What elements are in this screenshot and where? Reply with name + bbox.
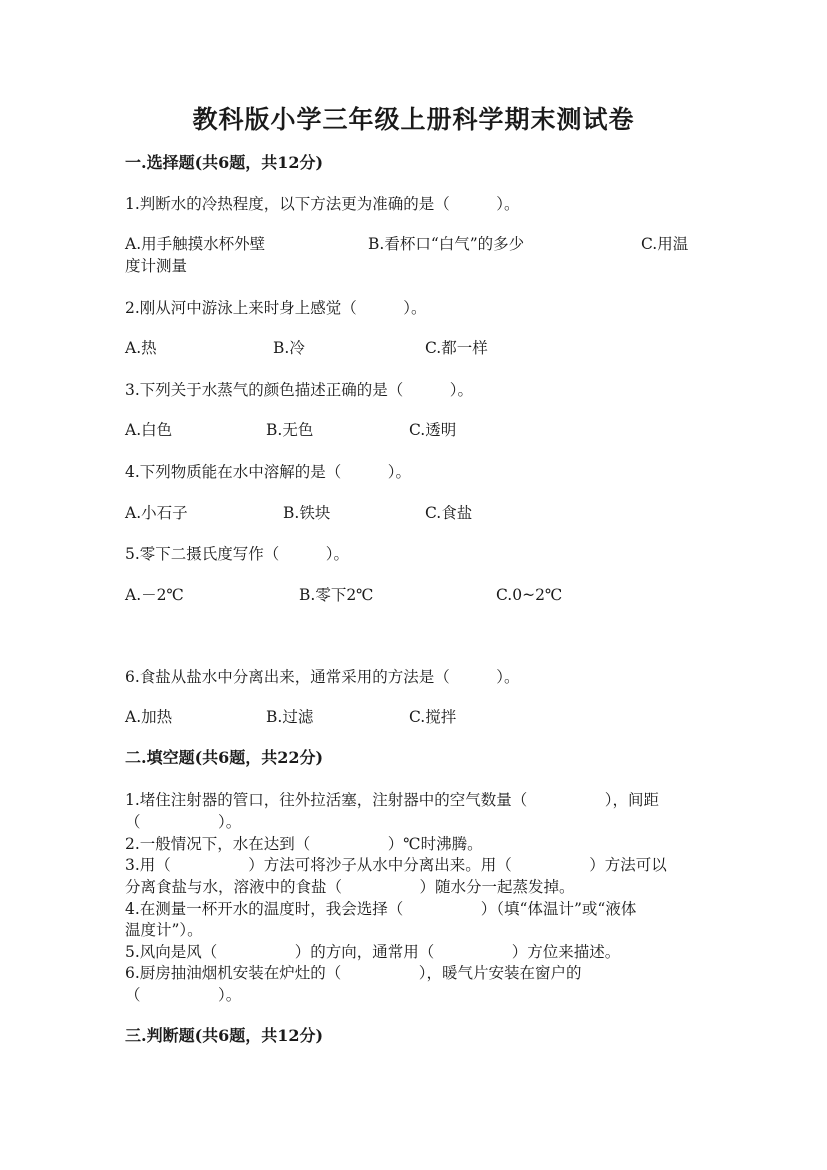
fill-line: 3.用（ ）方法可将沙子从水中分离出来。用（ ）方法可以 — [125, 856, 667, 874]
question-stem: 2.刚从河中游泳上来时身上感觉（ ）。 — [125, 299, 427, 317]
option-a: A.用手触摸水杯外壁 — [125, 235, 266, 253]
option-b: B.零下2℃ — [299, 586, 374, 604]
section-heading-fill: 二.填空题(共6题，共22分) — [125, 748, 324, 767]
option-c-continued: 度计测量 — [125, 257, 188, 275]
fill-line: 1.堵住注射器的管口，往外拉活塞，注射器中的空气数量（ ），间距 — [125, 791, 660, 809]
section-heading-judge: 三.判断题(共6题，共12分) — [125, 1026, 324, 1045]
option-b: B.冷 — [273, 339, 305, 357]
option-b: B.过滤 — [266, 708, 314, 726]
fill-line: 分离食盐与水，溶液中的食盐（ ）随水分一起蒸发掉。 — [125, 878, 575, 896]
option-c: C.食盐 — [425, 504, 473, 522]
option-b: B.无色 — [266, 421, 314, 439]
option-c: C.搅拌 — [409, 708, 457, 726]
question-stem: 1.判断水的冷热程度，以下方法更为准确的是（ ）。 — [125, 195, 520, 213]
fill-line: 6.厨房抽油烟机安装在炉灶的（ ），暖气片安装在窗户的 — [125, 964, 582, 982]
question-stem: 6.食盐从盐水中分离出来，通常采用的方法是（ ）。 — [125, 668, 520, 686]
fill-line: 温度计”）。 — [125, 921, 203, 939]
option-c: C.透明 — [409, 421, 457, 439]
page-title: 教科版小学三年级上册科学期末测试卷 — [192, 105, 635, 134]
fill-line: 5.风向是风（ ）的方向，通常用（ ）方位来描述。 — [125, 943, 621, 961]
fill-line: 2.一般情况下，水在达到（ ）℃时沸腾。 — [125, 835, 483, 853]
option-b: B.铁块 — [283, 504, 331, 522]
option-a: A.加热 — [125, 708, 173, 726]
fill-line: 4.在测量一杯开水的温度时，我会选择（ ）（填“体温计”或“液体 — [125, 900, 637, 918]
fill-line: （ ）。 — [125, 813, 242, 831]
question-stem: 4.下列物质能在水中溶解的是（ ）。 — [125, 463, 412, 481]
option-a: A.热 — [125, 339, 157, 357]
option-a: A.－2℃ — [125, 586, 184, 604]
section-heading-choice: 一.选择题(共6题，共12分) — [125, 153, 324, 172]
question-stem: 3.下列关于水蒸气的颜色描述正确的是（ ）。 — [125, 381, 474, 399]
option-a: A.小石子 — [125, 504, 188, 522]
option-b: B.看杯口“白气”的多少 — [368, 235, 525, 253]
fill-line: （ ）。 — [125, 986, 242, 1004]
question-stem: 5.零下二摄氏度写作（ ）。 — [125, 545, 350, 563]
option-c: C.用温 — [641, 235, 689, 253]
option-c: C.0~2℃ — [496, 586, 563, 604]
option-a: A.白色 — [125, 421, 173, 439]
option-c: C.都一样 — [425, 339, 488, 357]
